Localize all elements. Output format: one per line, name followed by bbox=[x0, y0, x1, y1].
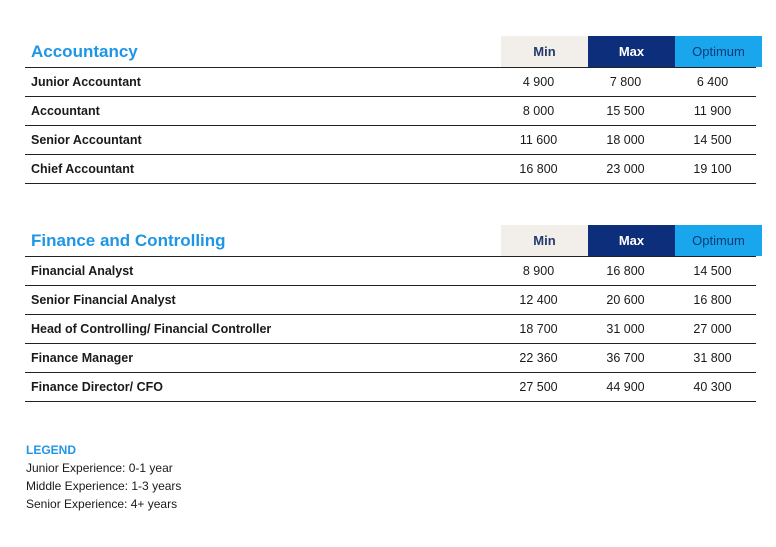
position-name: Financial Analyst bbox=[31, 264, 134, 278]
position-name: Junior Accountant bbox=[31, 75, 141, 89]
optimum-value: 14 500 bbox=[693, 264, 732, 278]
table-row bbox=[25, 373, 756, 402]
column-header-min: Min bbox=[501, 36, 588, 67]
table-header bbox=[25, 36, 756, 67]
min-value: 12 400 bbox=[519, 293, 558, 307]
min-value: 18 700 bbox=[519, 322, 558, 336]
optimum-value: 11 900 bbox=[693, 104, 732, 118]
max-value: 20 600 bbox=[606, 293, 645, 307]
table-row bbox=[25, 97, 756, 126]
legend-item-middle: Middle Experience: 1-3 years bbox=[26, 479, 182, 493]
position-name: Finance Manager bbox=[31, 351, 134, 365]
legend-item-senior: Senior Experience: 4+ years bbox=[26, 497, 178, 511]
optimum-value: 40 300 bbox=[693, 380, 732, 394]
table-row bbox=[25, 67, 756, 97]
min-value: 16 800 bbox=[519, 162, 558, 176]
optimum-value: 27 000 bbox=[693, 322, 732, 336]
max-value: 16 800 bbox=[606, 264, 645, 278]
column-header-max: Max bbox=[588, 225, 675, 256]
min-value: 4 900 bbox=[522, 75, 555, 89]
section-title: Finance and Controlling bbox=[31, 230, 226, 250]
table-row bbox=[25, 344, 756, 373]
table-row bbox=[25, 155, 756, 184]
optimum-value: 14 500 bbox=[693, 133, 732, 147]
optimum-value: 19 100 bbox=[693, 162, 732, 176]
min-value: 8 000 bbox=[522, 104, 555, 118]
column-header-max: Max bbox=[588, 36, 675, 67]
max-value: 44 900 bbox=[606, 380, 645, 394]
min-value: 8 900 bbox=[522, 264, 555, 278]
column-header-optimum: Optimum bbox=[675, 36, 762, 67]
position-name: Accountant bbox=[31, 104, 100, 118]
legend-title: LEGEND bbox=[26, 443, 77, 457]
column-header-optimum: Optimum bbox=[675, 225, 762, 256]
min-value: 22 360 bbox=[519, 351, 558, 365]
optimum-value: 16 800 bbox=[693, 293, 732, 307]
table-row bbox=[25, 256, 756, 286]
table-row bbox=[25, 126, 756, 155]
position-name: Head of Controlling/ Financial Controller bbox=[31, 322, 272, 336]
position-name: Senior Accountant bbox=[31, 133, 142, 147]
position-name: Senior Financial Analyst bbox=[31, 293, 176, 307]
table-row bbox=[25, 286, 756, 315]
legend bbox=[26, 441, 181, 513]
max-value: 15 500 bbox=[606, 104, 645, 118]
legend-item-junior: Junior Experience: 0-1 year bbox=[26, 461, 173, 475]
max-value: 18 000 bbox=[606, 133, 645, 147]
position-name: Chief Accountant bbox=[31, 162, 135, 176]
optimum-value: 31 800 bbox=[693, 351, 732, 365]
position-name: Finance Director/ CFO bbox=[31, 380, 163, 394]
column-header-min: Min bbox=[501, 225, 588, 256]
max-value: 36 700 bbox=[606, 351, 645, 365]
section-accountancy bbox=[25, 36, 756, 184]
max-value: 7 800 bbox=[609, 75, 642, 89]
max-value: 31 000 bbox=[606, 322, 645, 336]
optimum-value: 6 400 bbox=[696, 75, 729, 89]
section-finance-and-controlling bbox=[25, 225, 756, 402]
table-row bbox=[25, 315, 756, 344]
section-title: Accountancy bbox=[31, 41, 138, 61]
min-value: 27 500 bbox=[519, 380, 558, 394]
max-value: 23 000 bbox=[606, 162, 645, 176]
min-value: 11 600 bbox=[519, 133, 558, 147]
table-header bbox=[25, 225, 756, 256]
